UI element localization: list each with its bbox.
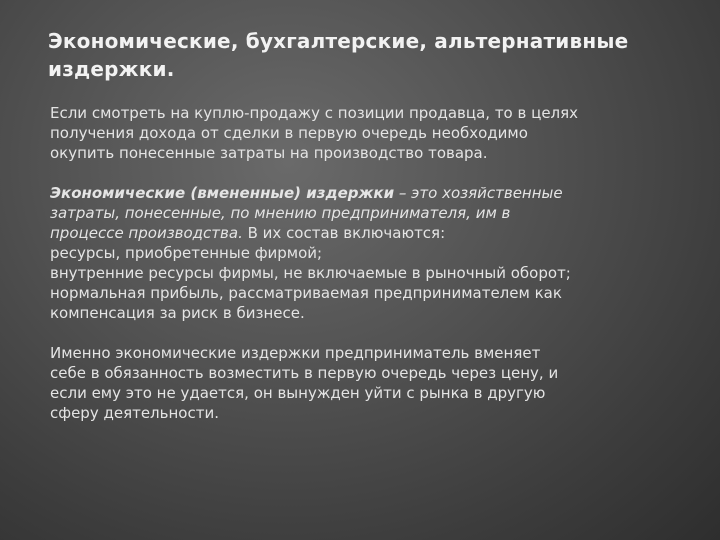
intro-paragraph (50, 103, 690, 163)
list-item: внутренние ресурсы фирмы, не включаемые в рыночный оборот; (50, 264, 571, 282)
definition-paragraph (50, 183, 690, 323)
conclusion-paragraph (50, 343, 690, 423)
text-line: сферу деятельности. (50, 404, 219, 422)
definition-text: – это хозяйственные (394, 184, 563, 202)
text-line: если ему это не удается, он вынужден уйти с рынка в другую (50, 384, 546, 402)
text-line: получения дохода от сделки в первую очередь необходимо (50, 124, 528, 142)
list-item: компенсация за риск в бизнесе. (50, 304, 305, 322)
text-line (50, 223, 690, 243)
slide-body (50, 103, 690, 423)
text-line: затраты, понесенные, по мнению предпринимателя, им в (50, 204, 511, 222)
list-item: нормальная прибыль, рассматриваемая предпринимателем как (50, 284, 562, 302)
slide-title (48, 27, 688, 83)
text-line: окупить понесенные затраты на производство товара. (50, 144, 488, 162)
title-line-1: Экономические, бухгалтерские, альтернативные (48, 29, 629, 53)
title-line-2: издержки. (48, 57, 175, 81)
text-fragment: В их состав включаются: (242, 224, 446, 242)
list-item: ресурсы, приобретенные фирмой; (50, 244, 323, 262)
text-line: Именно экономические издержки предприниматель вменяет (50, 344, 541, 362)
text-line (50, 183, 690, 203)
text-line: себе в обязанность возместить в первую очередь через цену, и (50, 364, 559, 382)
definition-term: Экономические (вмененные) издержки (50, 184, 395, 202)
definition-text: процессе производства. (50, 224, 243, 242)
text-line: Если смотреть на куплю-продажу с позиции продавца, то в целях (50, 104, 579, 122)
